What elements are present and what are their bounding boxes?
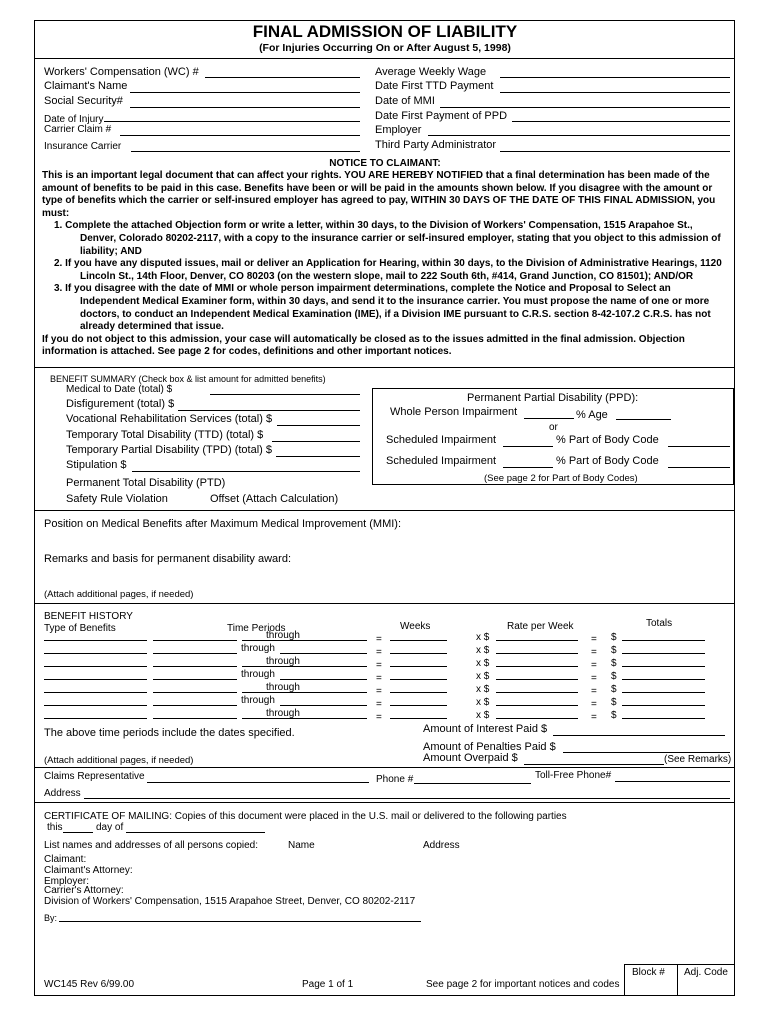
period-end-field[interactable] (242, 718, 367, 719)
dollar-sign: $ (611, 658, 617, 669)
ptd-label: Permanent Total Disability (PTD) (66, 477, 226, 489)
equals-sign: = (376, 699, 382, 710)
period-end-field[interactable] (242, 640, 367, 641)
type-of-benefit-field[interactable] (44, 679, 147, 680)
medical-to-date-label: Medical to Date (total) $ (66, 384, 173, 395)
equals-sign: = (591, 660, 597, 671)
carrier-attorney-party: Carrier's Attorney: (44, 885, 124, 896)
tollfree-field[interactable] (615, 781, 730, 782)
total-field[interactable] (622, 666, 705, 667)
date-first-ttd-field[interactable] (500, 92, 730, 93)
notice-item-2a: 2. If you have any disputed issues, mail or deliver an Application for Hearing, within 30 days, to the Division of Administrative Hearings, 1120 (54, 258, 722, 270)
safety-rule-label: Safety Rule Violation (66, 493, 168, 505)
interest-paid-field[interactable] (553, 735, 725, 736)
notice-body (42, 170, 732, 359)
date-first-ttd-label: Date First TTD Payment (375, 80, 494, 92)
ttd-field[interactable] (272, 441, 360, 442)
age-field[interactable] (616, 419, 671, 420)
this-label: this (47, 822, 63, 833)
weeks-field[interactable] (390, 705, 447, 706)
ppd-title: Permanent Partial Disability (PPD): (467, 392, 639, 404)
stipulation-field[interactable] (132, 471, 360, 472)
interest-paid-label: Amount of Interest Paid $ (423, 723, 548, 735)
rate-field[interactable] (496, 653, 578, 654)
employer-party: Employer: (44, 876, 90, 887)
part-body-2-label: % Part of Body Code (556, 455, 659, 467)
equals-sign: = (591, 673, 597, 684)
see-page2-notice: See page 2 for important notices and codes (426, 979, 620, 990)
type-of-benefit-field[interactable] (44, 692, 147, 693)
insurance-carrier-label: Insurance Carrier (44, 141, 122, 152)
divider (34, 510, 735, 511)
rate-per-week-header: Rate per Week (507, 621, 574, 632)
day-field[interactable] (63, 832, 93, 833)
pct-age-label: % Age (576, 409, 608, 421)
times-dollar: x $ (476, 710, 490, 721)
period-end-field[interactable] (242, 666, 367, 667)
period-start-field[interactable] (153, 679, 237, 680)
equals-sign: = (376, 660, 382, 671)
avg-weekly-wage-label: Average Weekly Wage (375, 66, 487, 78)
adj-code-label: Adj. Code (684, 967, 728, 978)
benefit-history-heading: BENEFIT HISTORY (44, 611, 133, 622)
equals-sign: = (591, 634, 597, 645)
total-field[interactable] (622, 705, 705, 706)
through-label: through (266, 656, 300, 667)
address-field[interactable] (84, 798, 730, 799)
ssn-field[interactable] (130, 107, 360, 108)
notice-item-1b: Denver, Colorado 80202-2117, with a copy to the insurance carrier or self-insured employer, stating that you object to this admission of liability; AND (80, 232, 721, 257)
divider (34, 802, 735, 803)
date-of-injury-label: Date of Injury (44, 114, 104, 125)
times-dollar: x $ (476, 632, 490, 643)
notice-item-3a: 3. If you disagree with the date of MMI or whole person impairment determinations, complete the Notice and Proposal to Select an (54, 283, 671, 295)
divider (34, 58, 735, 59)
times-dollar: x $ (476, 697, 490, 708)
dollar-sign: $ (611, 671, 617, 682)
amount-overpaid-field[interactable] (524, 764, 664, 765)
avg-weekly-wage-field[interactable] (500, 77, 730, 78)
phone-field[interactable] (414, 783, 531, 784)
tpa-field[interactable] (500, 151, 730, 152)
notice-closing: If you do not object to this admission, your case will automatically be closed as to the issues admitted in the final admission. Objection information is attached. See page 2 for codes, definitions and other important notices. (42, 333, 685, 358)
divider (34, 603, 735, 604)
form-subtitle: (For Injuries Occurring On or After August 5, 1998) (259, 42, 511, 54)
through-label: through (266, 682, 300, 693)
phone-label: Phone # (376, 774, 414, 785)
dollar-sign: $ (611, 684, 617, 695)
period-start-field[interactable] (153, 666, 237, 667)
weeks-field[interactable] (390, 718, 447, 719)
dollar-sign: $ (611, 645, 617, 656)
claims-rep-label: Claims Representative (44, 771, 145, 782)
claimant-party: Claimant: (44, 854, 87, 865)
notice-heading: NOTICE TO CLAIMANT: (329, 158, 441, 169)
address-header: Address (423, 840, 460, 851)
tollfree-label: Toll-Free Phone# (535, 770, 612, 781)
carrier-claim-field[interactable] (120, 135, 360, 136)
times-dollar: x $ (476, 671, 490, 682)
voc-rehab-label: Vocational Rehabilitation Services (total) $ (66, 413, 273, 425)
dollar-sign: $ (611, 710, 617, 721)
date-first-ppd-field[interactable] (512, 121, 730, 122)
claimant-name-label: Claimant's Name (44, 80, 128, 92)
rate-field[interactable] (496, 679, 578, 680)
notice-item-2b: Lincoln St., 14th Floor, Denver, CO 80203 (on the western slope, mail to 222 South 6th, #414, Grand Junction, CO 81501); AND/OR (80, 270, 694, 282)
period-end-field[interactable] (242, 692, 367, 693)
equals-sign: = (376, 673, 382, 684)
rate-field[interactable] (496, 718, 578, 719)
penalties-paid-field[interactable] (563, 752, 730, 753)
ssn-label: Social Security# (44, 95, 123, 107)
tpa-label: Third Party Administrator (375, 139, 497, 151)
times-dollar: x $ (476, 684, 490, 695)
form-revision: WC145 Rev 6/99.00 (44, 979, 135, 990)
date-mmi-label: Date of MMI (375, 95, 435, 107)
weeks-field[interactable] (390, 640, 447, 641)
ttd-label: Temporary Total Disability (TTD) (total) $ (66, 429, 264, 441)
see-remarks: (See Remarks) (664, 754, 732, 765)
tpd-label: Temporary Partial Disability (TPD) (total) $ (66, 444, 272, 456)
division-party: Division of Workers' Compensation, 1515 Arapahoe Street, Denver, CO 80202-2117 (44, 896, 416, 907)
employer-field[interactable] (428, 135, 730, 136)
scheduled-impairment-1-field[interactable] (503, 446, 553, 447)
type-of-benefit-field[interactable] (44, 666, 147, 667)
page-number: Page 1 of 1 (302, 979, 354, 990)
weeks-field[interactable] (390, 653, 447, 654)
period-start-field[interactable] (153, 718, 237, 719)
through-label: through (266, 630, 300, 641)
notice-item-3b: Independent Medical Examiner form, within 30 days, and send it to the insurance carrier. You must propose the name of one or more doctors, to conduct an Independent Medical Examination (IME), if a Division IME pursuant to C.R.S. section 8-42-107.2 C.R.S. has not already determined that issue. (80, 295, 711, 333)
total-field[interactable] (622, 692, 705, 693)
weeks-field[interactable] (390, 666, 447, 667)
disfigurement-field[interactable] (178, 410, 360, 411)
weeks-field[interactable] (390, 692, 447, 693)
date-mmi-field[interactable] (440, 107, 730, 108)
wpi-label: Whole Person Impairment (390, 406, 518, 418)
penalties-paid-label: Amount of Penalties Paid $ (423, 741, 556, 753)
remarks-label: Remarks and basis for permanent disability award: (44, 553, 292, 565)
insurance-carrier-field[interactable] (131, 151, 360, 152)
equals-sign: = (376, 686, 382, 697)
equals-sign: = (376, 712, 382, 723)
period-end-field[interactable] (280, 679, 367, 680)
offset-label: Offset (Attach Calculation) (210, 493, 339, 505)
see-page2-body-codes: (See page 2 for Part of Body Codes) (484, 473, 638, 484)
through-label: through (241, 669, 275, 680)
rate-field[interactable] (496, 640, 578, 641)
equals-sign: = (376, 634, 382, 645)
part-body-1-label: % Part of Body Code (556, 434, 659, 446)
type-of-benefits-header: Type of Benefits (44, 623, 116, 634)
through-label: through (241, 695, 275, 706)
dollar-sign: $ (611, 697, 617, 708)
form-title: FINAL ADMISSION OF LIABILITY (252, 22, 518, 41)
part-body-1-field[interactable] (668, 446, 730, 447)
position-mmi-label: Position on Medical Benefits after Maximum Medical Improvement (MMI): (44, 518, 402, 530)
period-end-field[interactable] (280, 653, 367, 654)
times-dollar: x $ (476, 645, 490, 656)
voc-rehab-field[interactable] (277, 425, 360, 426)
stipulation-label: Stipulation $ (66, 459, 127, 471)
rate-field[interactable] (496, 666, 578, 667)
employer-label: Employer (375, 124, 422, 136)
time-periods-header: Time Periods (227, 623, 286, 634)
total-field[interactable] (622, 679, 705, 680)
or-label: or (549, 422, 558, 433)
address-label: Address (44, 788, 81, 799)
block-adj-divider (677, 964, 678, 996)
amount-overpaid-label: Amount Overpaid $ (423, 752, 518, 764)
equals-sign: = (591, 699, 597, 710)
weeks-header: Weeks (400, 621, 431, 632)
notice-intro: This is an important legal document that can affect your rights. YOU ARE HEREBY NOTIFIED that a final determination has been made of the amount of benefits to be paid in this case. Benefits have been or will be paid in the amounts shown below. If you disagree with the amount or type of benefits which the carrier or self-insured employer has agreed to pay, WITHIN 30 DAYS OF THE DATE OF THIS FINAL ADMISSION, you must: (42, 170, 716, 219)
wpi-field[interactable] (524, 418, 574, 419)
wc-number-label: Workers' Compensation (WC) # (44, 66, 199, 78)
claims-rep-field[interactable] (147, 782, 369, 783)
wc-number-field[interactable] (205, 77, 360, 78)
day-of-label: day of (96, 822, 124, 833)
claimant-name-field[interactable] (130, 92, 360, 93)
rate-field[interactable] (496, 692, 578, 693)
type-of-benefit-field[interactable] (44, 640, 147, 641)
notice-item-1a: 1. Complete the attached Objection form or write a letter, within 30 days, to the Division of Workers' Compensation, 1515 Arapahoe St., (54, 220, 693, 232)
dollar-sign: $ (611, 632, 617, 643)
total-field[interactable] (622, 718, 705, 719)
through-label: through (266, 708, 300, 719)
divider (34, 367, 735, 368)
date-of-injury-field[interactable] (104, 121, 360, 122)
scheduled-impairment-2-label: Scheduled Impairment (386, 455, 497, 467)
equals-sign: = (376, 647, 382, 658)
attach-pages-note: (Attach additional pages, if needed) (44, 589, 194, 600)
times-dollar: x $ (476, 658, 490, 669)
block-number-label: Block # (632, 967, 665, 978)
claimant-attorney-party: Claimant's Attorney: (44, 865, 133, 876)
period-end-field[interactable] (280, 705, 367, 706)
tpd-field[interactable] (276, 456, 360, 457)
equals-sign: = (591, 686, 597, 697)
scheduled-impairment-2-field[interactable] (503, 467, 553, 468)
attach-pages-note-2: (Attach additional pages, if needed) (44, 755, 194, 766)
weeks-field[interactable] (390, 679, 447, 680)
total-field[interactable] (622, 640, 705, 641)
scheduled-impairment-1-label: Scheduled Impairment (386, 434, 497, 446)
total-field[interactable] (622, 653, 705, 654)
type-of-benefit-field[interactable] (44, 653, 147, 654)
benefit-summary-heading: BENEFIT SUMMARY (Check box & list amount for admitted benefits) (50, 374, 326, 384)
carrier-claim-label: Carrier Claim # (44, 124, 112, 135)
equals-sign: = (591, 647, 597, 658)
divider (34, 767, 735, 768)
equals-sign: = (591, 712, 597, 723)
period-start-field[interactable] (153, 692, 237, 693)
certificate-text: CERTIFICATE OF MAILING: Copies of this document were placed in the U.S. mail or delivered to the following parties (44, 811, 567, 822)
period-start-field[interactable] (153, 640, 237, 641)
through-label: through (241, 643, 275, 654)
medical-to-date-field[interactable] (210, 394, 360, 395)
name-header: Name (288, 840, 315, 851)
month-year-field[interactable] (126, 832, 265, 833)
date-first-ppd-label: Date First Payment of PPD (375, 110, 508, 122)
by-signature-field[interactable] (59, 921, 421, 922)
disfigurement-label: Disfigurement (total) $ (66, 398, 175, 410)
part-body-2-field[interactable] (668, 467, 730, 468)
period-start-field[interactable] (153, 705, 237, 706)
totals-header: Totals (646, 618, 673, 629)
dates-specified-note: The above time periods include the dates specified. (44, 727, 295, 739)
period-start-field[interactable] (153, 653, 237, 654)
type-of-benefit-field[interactable] (44, 718, 147, 719)
by-label: By: (44, 913, 58, 923)
list-names-label: List names and addresses of all persons copied: (44, 840, 259, 851)
type-of-benefit-field[interactable] (44, 705, 147, 706)
rate-field[interactable] (496, 705, 578, 706)
